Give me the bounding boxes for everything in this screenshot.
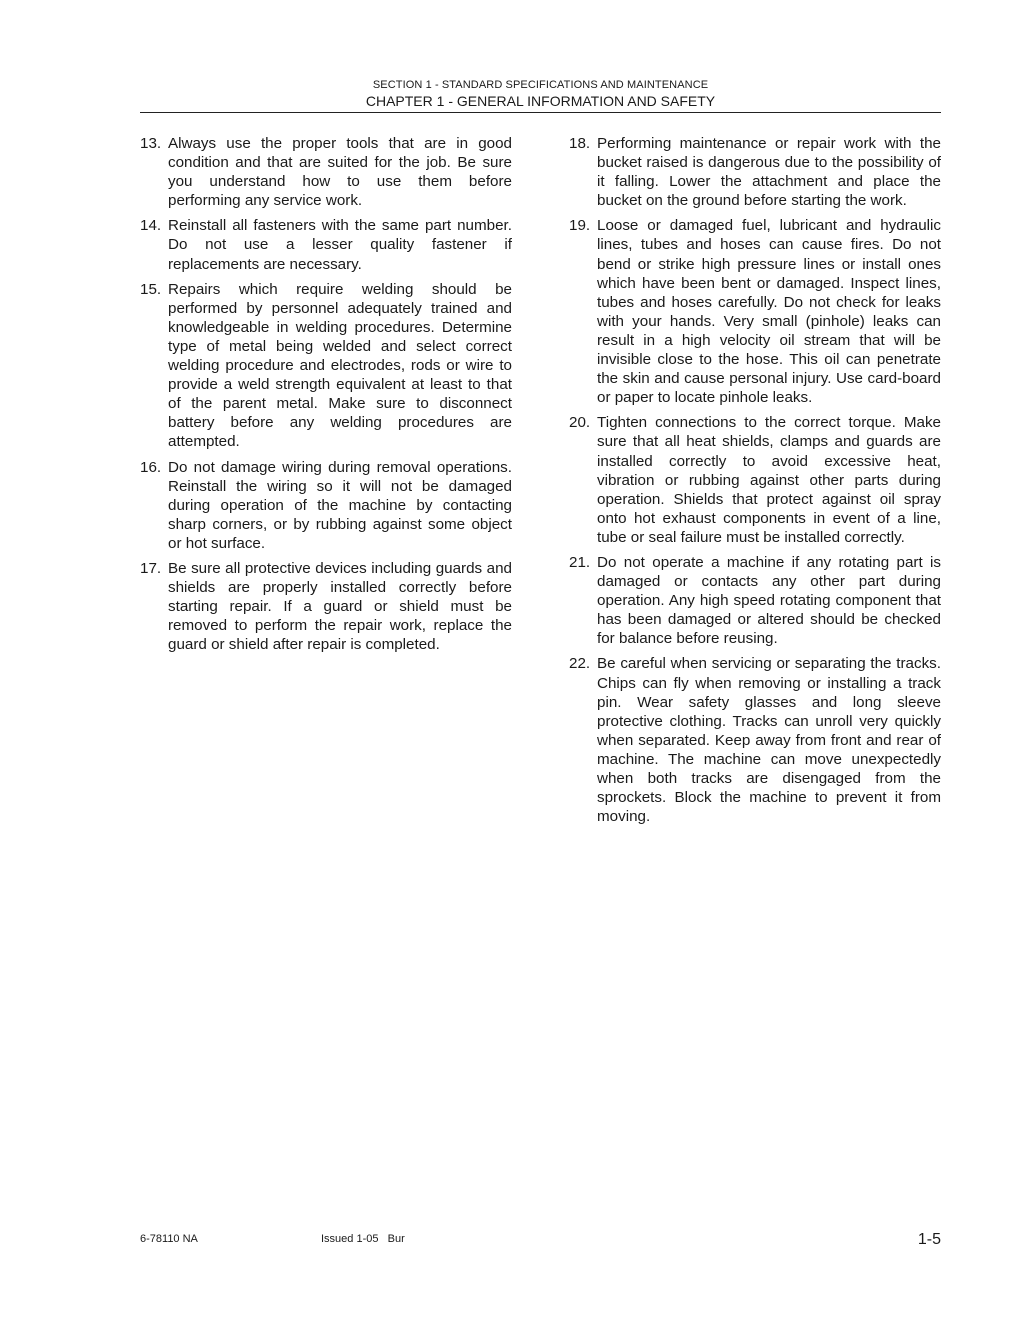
item-number: 14. [140,217,162,235]
item-text: Repairs which require welding should be performed by personnel adequately trained and knowledgeable in welding procedures. Determine type of metal being welded and select correct welding procedure and electrodes, rods or wire to provide a weld strength equivalent at least to that of the parent metal. Make sure to disconnect battery before any welding procedures are attempted. [168,280,512,451]
page-number: 1-5 [917,1231,941,1248]
item-text: Always use the proper tools that are in good condition and that are suited for the job. Be sure you understand how to use them before performing any service work. [168,135,512,210]
right-column [569,134,941,832]
header-divider [140,112,941,113]
issue-info: Issued 1-05 Bur [321,1233,405,1245]
item-text: Reinstall all fasteners with the same part number. Do not use a lesser quality fastener if replacements are necessary. [168,217,512,273]
list-item [569,216,941,407]
document-number: 6-78110 NA [140,1233,198,1245]
item-text: Be careful when servicing or separating the tracks. Chips can fly when removing or installing a track pin. Wear safety glasses and long sleeve protective clothing. Tracks can unroll very quickly when separated. Keep away from front and rear of machine. The machine can move unexpectedly when both tracks are disengaged from the sprockets. Block the machine to prevent it from moving. [597,655,941,826]
item-number: 17. [140,559,162,577]
left-column [140,134,512,660]
item-number: 22. [569,655,591,673]
item-number: 21. [569,553,591,571]
page-header [140,78,941,110]
item-text: Do not damage wiring during removal operations. Reinstall the wiring so it will not be damaged during operation of the machine by contacting sharp corners, or by rubbing against some object or hot surface. [168,458,512,552]
list-item [140,559,512,654]
list-item [140,280,512,452]
item-text: Loose or damaged fuel, lubricant and hydraulic lines, tubes and hoses can cause fires. Do not bend or strike high pressure lines or install ones which have been bent or damaged. Inspect lines, tubes and hoses carefully. Do not check for leaks with your hands. Very small (pinhole) leaks can result in a high velocity oil stream that will be invisible close to the hose. This oil can penetrate the skin and cause personal injury. Use card-board or paper to locate pinhole leaks. [597,217,941,407]
item-number: 16. [140,458,162,476]
item-number: 18. [569,135,591,152]
item-number: 19. [569,217,591,235]
list-item [140,458,512,553]
chapter-title: CHAPTER 1 - GENERAL INFORMATION AND SAFETY [365,93,716,109]
item-text: Performing maintenance or repair work with the bucket raised is dangerous due to the possibility of it falling. Lower the attachment and place the bucket on the ground before starting the work. [597,135,941,210]
list-item [140,134,512,210]
list-item [140,216,512,273]
item-text: Do not operate a machine if any rotating part is damaged or contacts any other part during operation. Any high speed rotating component that has been damaged or altered should be checked for balance before reusing. [597,553,941,648]
item-text: Be sure all protective devices including guards and shields are properly installed correctly before starting repair. If a guard or shield must be removed to perform the repair work, replace the guard or shield after repair is completed. [168,559,512,654]
item-number: 13. [140,135,162,152]
list-item [569,553,941,648]
list-item [569,134,941,210]
list-item [569,654,941,826]
item-number: 20. [569,414,591,432]
section-title: SECTION 1 - STANDARD SPECIFICATIONS AND MAINTENANCE [372,79,709,91]
item-number: 15. [140,280,162,298]
list-item [569,413,941,547]
item-text: Tighten connections to the correct torque. Make sure that all heat shields, clamps and guards are installed correctly to avoid excessive heat, vibration or rubbing against other parts during operation. Shields that protect against oil spray onto hot exhaust components in event of a line, tube or seal failure must be installed correctly. [597,414,941,546]
